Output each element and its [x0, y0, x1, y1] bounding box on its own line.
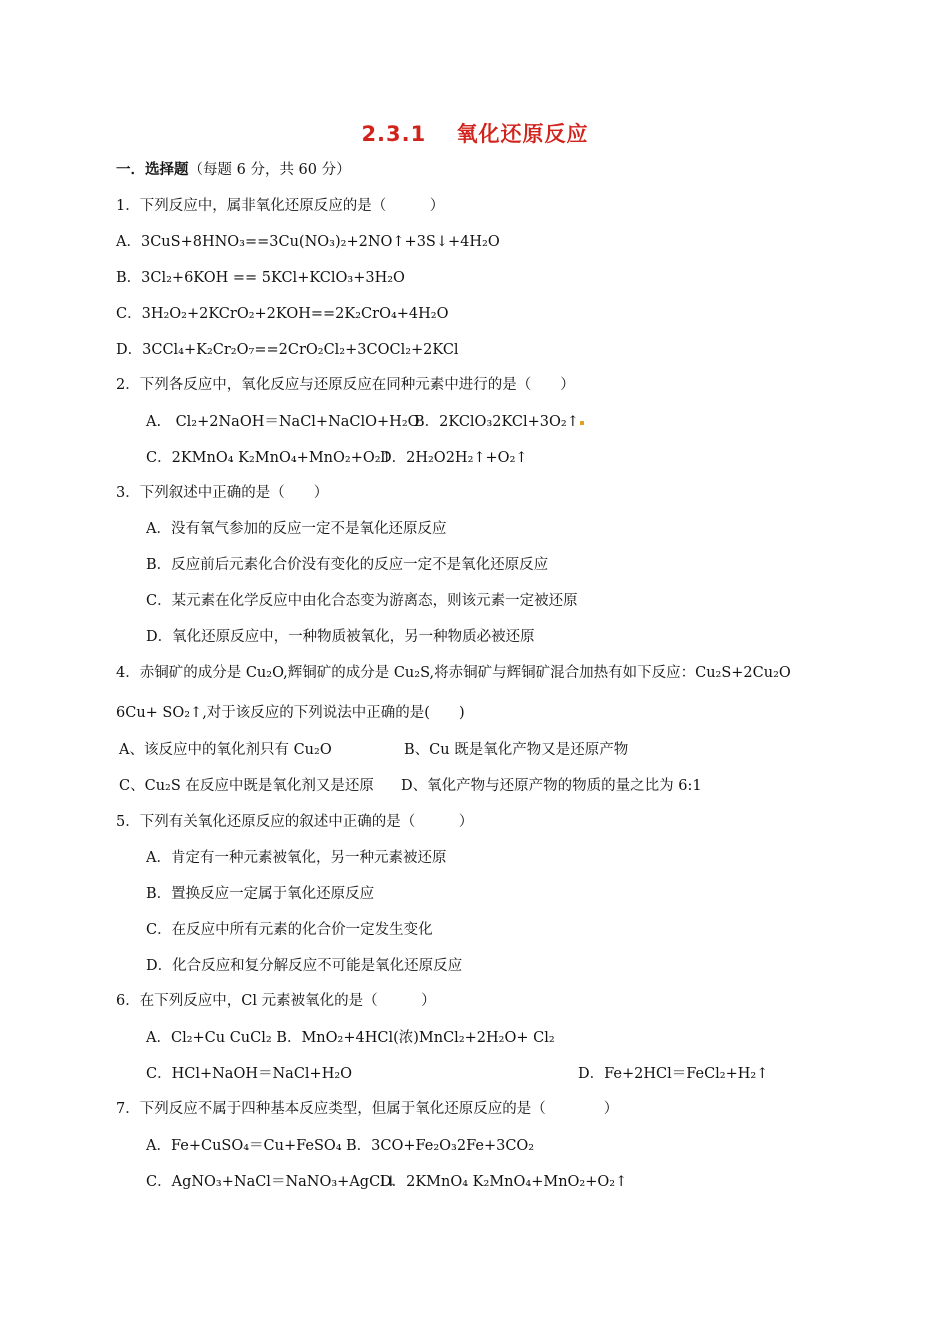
question-3-option-d: D．氧化还原反应中，一种物质被氧化，另一种物质必被还原: [146, 629, 535, 645]
question-4-option-a: A、该反应中的氧化剂只有 Cu₂O: [119, 742, 332, 758]
question-4-option-b: B、Cu 既是氧化产物又是还原产物: [404, 742, 629, 758]
question-3-option-b: B．反应前后元素化合价没有变化的反应一定不是氧化还原反应: [146, 557, 549, 573]
question-1-option-b: B．3Cl₂+6KOH == 5KCl+KClO₃+3H₂O: [116, 270, 405, 286]
question-1-option-c: C．3H₂O₂+2KCrO₂+2KOH==2K₂CrO₄+4H₂O: [116, 306, 449, 322]
question-4-stem-continued: 6Cu+ SO₂↑,对于该反应的下列说法中正确的是( ): [116, 705, 465, 721]
question-6-option-c: C．HCl+NaOH＝NaCl+H₂O: [146, 1066, 353, 1082]
question-5-option-b: B．置换反应一定属于氧化还原反应: [146, 886, 375, 902]
question-4-option-c: C、Cu₂S 在反应中既是氧化剂又是还原: [119, 778, 374, 794]
question-5-stem: 5．下列有关氧化还原反应的叙述中正确的是（ ）: [116, 814, 474, 830]
question-2-option-d: D．2H₂O2H₂↑+O₂↑: [380, 450, 528, 466]
question-7-option-c: C．AgNO₃+NaCl＝NaNO₃+AgCl↓: [146, 1174, 397, 1190]
question-5-option-c: C．在反应中所有元素的化合价一定发生变化: [146, 922, 433, 938]
question-7-stem: 7．下列反应不属于四种基本反应类型，但属于氧化还原反应的是（ ）: [116, 1101, 619, 1117]
question-7-option-d: D．2KMnO₄ K₂MnO₄+MnO₂+O₂↑: [380, 1174, 628, 1190]
question-2-option-c: C．2KMnO₄ K₂MnO₄+MnO₂+O₂↑: [146, 450, 393, 466]
stray-mark: [580, 421, 584, 425]
page-title: 2.3.1 氧化还原反应: [361, 122, 589, 146]
question-1-stem: 1．下列反应中，属非氧化还原反应的是（ ）: [116, 198, 445, 214]
question-6-stem: 6．在下列反应中，Cl 元素被氧化的是（ ）: [116, 993, 436, 1009]
question-6-option-d: D．Fe+2HCl＝FeCl₂+H₂↑: [578, 1066, 769, 1082]
question-1-option-d: D．3CCl₄+K₂Cr₂O₇==2CrO₂Cl₂+3COCl₂+2KCl: [116, 342, 459, 358]
question-2-option-b: B．2KClO₃2KCl+3O₂↑: [414, 414, 579, 430]
question-5-option-a: A．肯定有一种元素被氧化，另一种元素被还原: [146, 850, 447, 866]
section-heading-text: 一．选择题: [116, 161, 189, 178]
question-1-option-a: A．3CuS+8HNO₃==3Cu(NO₃)₂+2NO↑+3S↓+4H₂O: [116, 234, 500, 250]
question-2-option-a: A. Cl₂+2NaOH＝NaCl+NaClO+H₂O: [146, 414, 420, 430]
question-4-option-d: D、氧化产物与还原产物的物质的量之比为 6:1: [401, 778, 702, 794]
section-heading: [116, 160, 351, 180]
section-note: （每题 6 分，共 60 分）: [188, 162, 351, 178]
question-3-option-a: A．没有氧气参加的反应一定不是氧化还原反应: [146, 521, 447, 537]
question-4-stem: 4．赤铜矿的成分是 Cu₂O,辉铜矿的成分是 Cu₂S,将赤铜矿与辉铜矿混合加热有如下反应：Cu₂S+2Cu₂O: [116, 665, 791, 681]
question-2-stem: 2．下列各反应中，氧化反应与还原反应在同种元素中进行的是（ ）: [116, 377, 575, 393]
question-3-option-c: C．某元素在化学反应中由化合态变为游离态，则该元素一定被还原: [146, 593, 578, 609]
question-7-option-a: A．Fe+CuSO₄＝Cu+FeSO₄: [146, 1138, 342, 1154]
question-7-option-b: B．3CO+Fe₂O₃2Fe+3CO₂: [346, 1138, 535, 1154]
question-5-option-d: D．化合反应和复分解反应不可能是氧化还原反应: [146, 958, 463, 974]
question-3-stem: 3．下列叙述中正确的是（ ）: [116, 485, 329, 501]
question-6-options-ab: A．Cl₂+Cu CuCl₂ B．MnO₂+4HCl(浓)MnCl₂+2H₂O+ Cl₂: [146, 1030, 555, 1046]
